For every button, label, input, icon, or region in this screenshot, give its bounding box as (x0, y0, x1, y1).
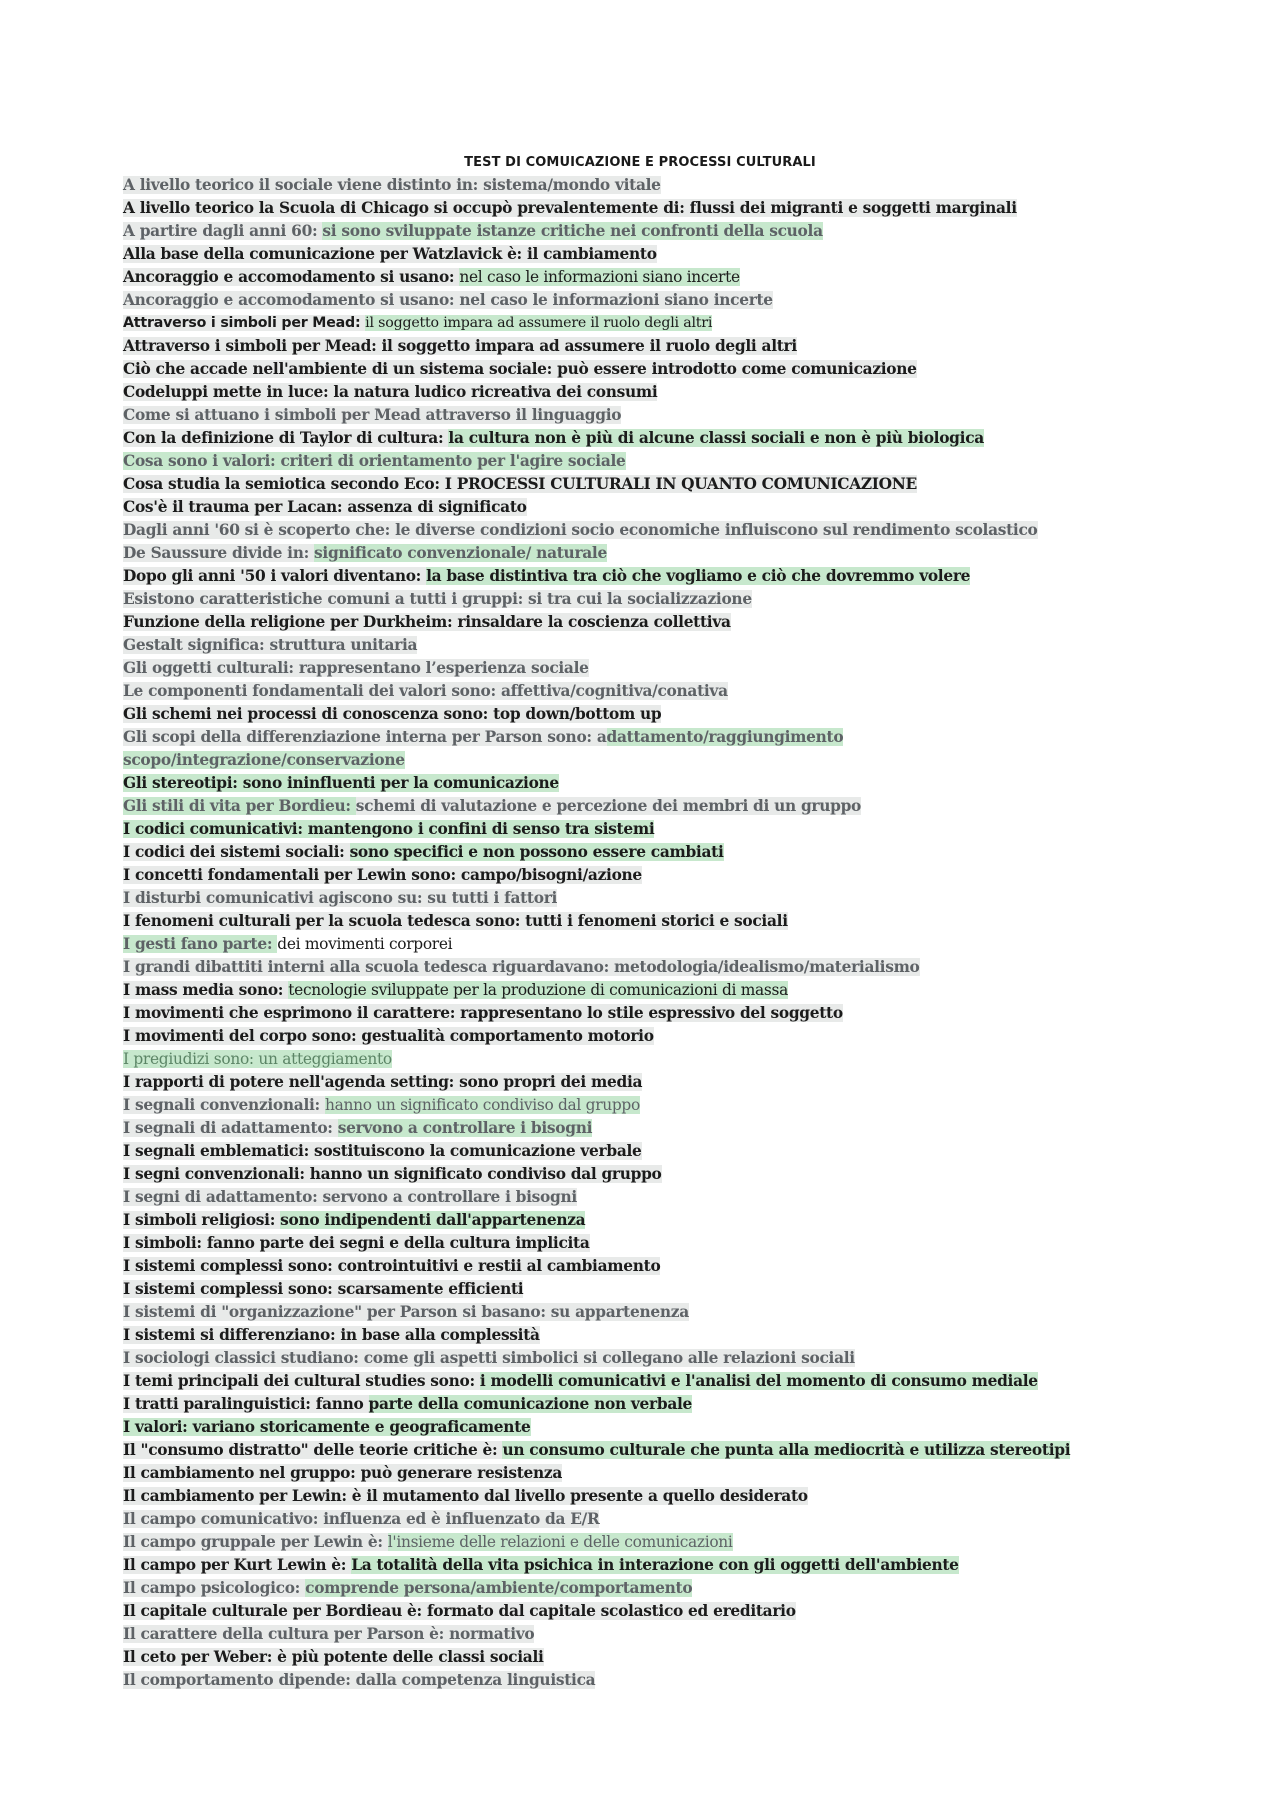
qa-line: I sistemi di "organizzazione" per Parson si basano: su appartenenza (123, 1303, 689, 1321)
qa-line: Le componenti fondamentali dei valori sono: affettiva/cognitiva/conativa (123, 682, 728, 700)
qa-line: Attraverso i simboli per Mead: il soggetto impara ad assumere il ruolo degli altri (123, 337, 797, 355)
qa-line: Funzione della religione per Durkheim: rinsaldare la coscienza collettiva (123, 613, 731, 631)
qa-line: I segnali emblematici: sostituiscono la comunicazione verbale (123, 1142, 642, 1160)
qa-line: Gestalt significa: struttura unitaria (123, 636, 418, 654)
qa-line: Il comportamento dipende: dalla competenza linguistica (123, 1671, 596, 1689)
qa-line: Alla base della comunicazione per Watzlavick è: il cambiamento (123, 245, 657, 263)
qa-line: scopo/integrazione/conservazione (123, 751, 405, 769)
qa-line: I concetti fondamentali per Lewin sono: campo/bisogni/azione (123, 866, 642, 884)
qa-line: I movimenti che esprimono il carattere: rappresentano lo stile espressivo del soggetto (123, 1004, 843, 1022)
qa-line: I pregiudizi sono: un atteggiamento (123, 1050, 392, 1068)
qa-line: Gli stereotipi: sono ininfluenti per la comunicazione (123, 774, 559, 792)
qa-line: I rapporti di potere nell'agenda setting: sono propri dei media (123, 1073, 643, 1091)
qa-line: I gesti fano parte: dei movimenti corporei (123, 935, 453, 953)
qa-line: I grandi dibattiti interni alla scuola tedesca riguardavano: metodologia/idealismo/materialismo (123, 958, 920, 976)
qa-line: I tratti paralinguistici: fanno parte della comunicazione non verbale (123, 1395, 693, 1413)
qa-line: Gli oggetti culturali: rappresentano l’esperienza sociale (123, 659, 589, 677)
qa-line: Il campo per Kurt Lewin è: La totalità della vita psichica in interazione con gli oggetti dell'ambiente (123, 1556, 959, 1574)
qa-line: I codici comunicativi: mantengono i confini di senso tra sistemi (123, 820, 655, 838)
qa-line: Ancoraggio e accomodamento si usano: nel caso le informazioni siano incerte (123, 268, 740, 286)
qa-line: Cosa studia la semiotica secondo Eco: I PROCESSI CULTURALI IN QUANTO COMUNICAZIONE (123, 475, 917, 493)
qa-line: Ancoraggio e accomodamento si usano: nel caso le informazioni siano incerte (123, 291, 773, 309)
document-title: TEST DI COMUICAZIONE E PROCESSI CULTURALI (464, 155, 816, 170)
qa-line: I movimenti del corpo sono: gestualità comportamento motorio (123, 1027, 654, 1045)
qa-line: Gli scopi della differenziazione interna per Parson sono: adattamento/raggiungimento (123, 728, 844, 746)
qa-line: Il "consumo distratto" delle teorie critiche è: un consumo culturale che punta alla mediocrità e utilizza stereotipi (123, 1441, 1071, 1459)
qa-line: Cos'è il trauma per Lacan: assenza di significato (123, 498, 527, 516)
qa-line: I sistemi complessi sono: controintuitivi e restii al cambiamento (123, 1257, 661, 1275)
qa-line: Ciò che accade nell'ambiente di un sistema sociale: può essere introdotto come comunicazione (123, 360, 917, 378)
qa-line: Il cambiamento nel gruppo: può generare resistenza (123, 1464, 563, 1482)
qa-line: I segnali convenzionali: hanno un significato condiviso dal gruppo (123, 1096, 640, 1114)
qa-line: I simboli: fanno parte dei segni e della cultura implicita (123, 1234, 590, 1252)
qa-line: Gli schemi nei processi di conoscenza sono: top down/bottom up (123, 705, 662, 723)
qa-line: I disturbi comunicativi agiscono su: su tutti i fattori (123, 889, 558, 907)
qa-line: Come si attuano i simboli per Mead attraverso il linguaggio (123, 406, 622, 424)
qa-line: A livello teorico la Scuola di Chicago si occupò prevalentemente di: flussi dei migranti e soggetti marginali (123, 199, 1017, 217)
qa-line: Attraverso i simboli per Mead: il soggetto impara ad assumere il ruolo degli altri (123, 315, 713, 331)
qa-line: I segni convenzionali: hanno un significato condiviso dal gruppo (123, 1165, 662, 1183)
qa-line: I codici dei sistemi sociali: sono specifici e non possono essere cambiati (123, 843, 724, 861)
qa-line: De Saussure divide in: significato convenzionale/ naturale (123, 544, 607, 562)
qa-line: I simboli religiosi: sono indipendenti dall'appartenenza (123, 1211, 586, 1229)
qa-line: Gli stili di vita per Bordieu: schemi di valutazione e percezione dei membri di un gruppo (123, 797, 862, 815)
qa-line: Esistono caratteristiche comuni a tutti i gruppi: si tra cui la socializzazione (123, 590, 752, 608)
qa-line: Il campo comunicativo: influenza ed è influenzato da E/R (123, 1510, 600, 1528)
qa-line: A livello teorico il sociale viene distinto in: sistema/mondo vitale (123, 176, 661, 194)
qa-line: I mass media sono: tecnologie sviluppate per la produzione di comunicazioni di massa (123, 981, 788, 999)
qa-line: I sistemi complessi sono: scarsamente efficienti (123, 1280, 524, 1298)
qa-line: Codeluppi mette in luce: la natura ludico ricreativa dei consumi (123, 383, 658, 401)
qa-line: Il campo gruppale per Lewin è: l'insieme delle relazioni e delle comunicazioni (123, 1533, 733, 1551)
qa-line: I sociologi classici studiano: come gli aspetti simbolici si collegano alle relazioni sociali (123, 1349, 855, 1367)
qa-line: Il carattere della cultura per Parson è: normativo (123, 1625, 535, 1643)
qa-line: Il ceto per Weber: è più potente delle classi sociali (123, 1648, 544, 1666)
qa-line: Dopo gli anni '50 i valori diventano: la base distintiva tra ciò che vogliamo e ciò che dovremmo volere (123, 567, 971, 585)
qa-line: I sistemi si differenziano: in base alla complessità (123, 1326, 540, 1344)
qa-line: Il campo psicologico: comprende persona/ambiente/comportamento (123, 1579, 693, 1597)
qa-line: I temi principali dei cultural studies sono: i modelli comunicativi e l'analisi del momento di consumo mediale (123, 1372, 1038, 1390)
qa-line: Con la definizione di Taylor di cultura: la cultura non è più di alcune classi sociali e non è più biologica (123, 429, 984, 447)
qa-line: I segnali di adattamento: servono a controllare i bisogni (123, 1119, 593, 1137)
qa-list (123, 174, 1253, 1692)
qa-line: A partire dagli anni 60: si sono sviluppate istanze critiche nei confronti della scuola (123, 222, 823, 240)
qa-line: Il cambiamento per Lewin: è il mutamento dal livello presente a quello desiderato (123, 1487, 808, 1505)
qa-line: I fenomeni culturali per la scuola tedesca sono: tutti i fenomeni storici e sociali (123, 912, 788, 930)
qa-line: I valori: variano storicamente e geograficamente (123, 1418, 531, 1436)
qa-line: Il capitale culturale per Bordieau è: formato dal capitale scolastico ed ereditario (123, 1602, 796, 1620)
qa-line: Dagli anni '60 si è scoperto che: le diverse condizioni socio economiche influiscono sul rendimento scolastico (123, 521, 1038, 539)
qa-line: Cosa sono i valori: criteri di orientamento per l'agire sociale (123, 452, 626, 470)
qa-line: I segni di adattamento: servono a controllare i bisogni (123, 1188, 577, 1206)
